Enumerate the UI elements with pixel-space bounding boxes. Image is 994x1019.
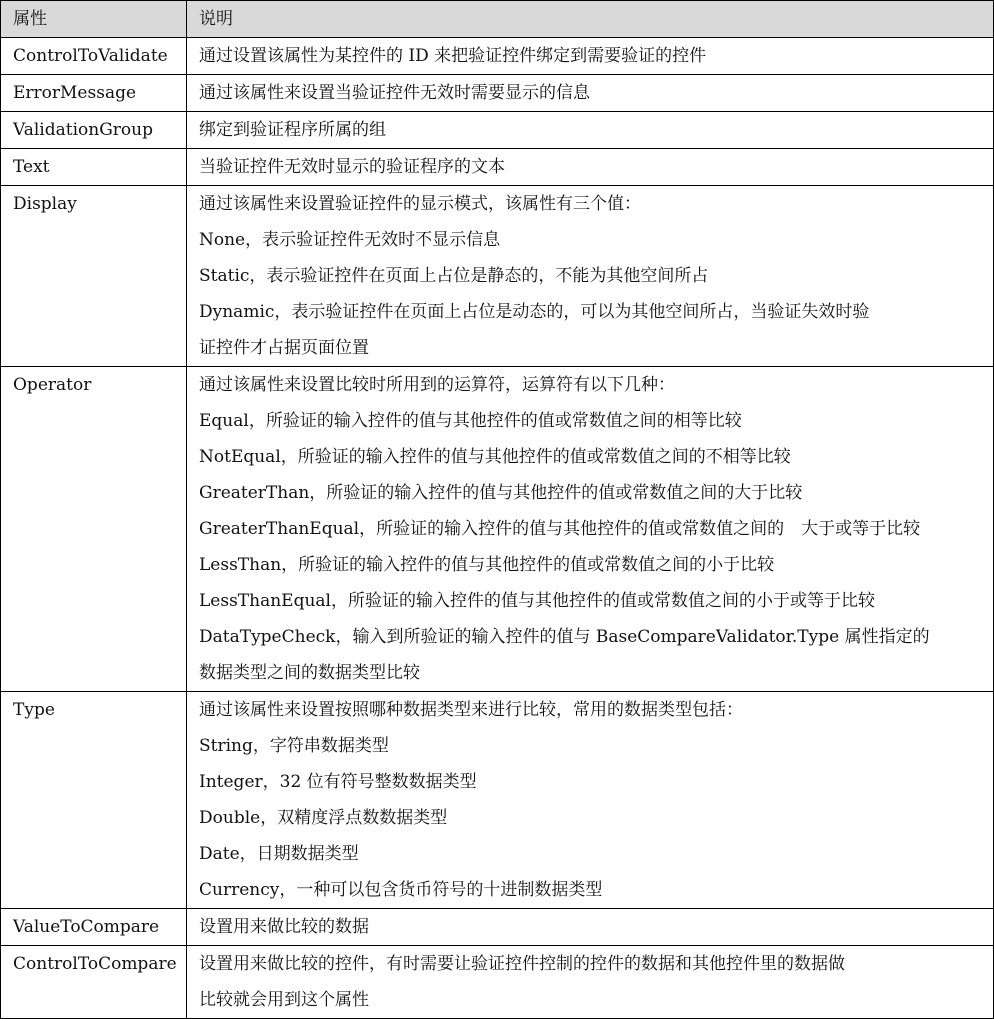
header-property: 属性 — [1, 1, 187, 38]
property-description — [187, 367, 994, 692]
table-row — [1, 186, 994, 367]
table-row — [1, 909, 994, 946]
description-line: 证控件才占据页面位置 — [199, 338, 369, 358]
property-name: ControlToValidate — [1, 38, 187, 75]
property-description — [187, 186, 994, 367]
table-row — [1, 38, 994, 75]
description-line: LessThan，所验证的输入控件的值与其他控件的值或常数值之间的小于比较 — [199, 555, 775, 575]
description-line: 设置用来做比较的数据 — [199, 917, 369, 937]
description-line: LessThanEqual，所验证的输入控件的值与其他控件的值或常数值之间的小于或等于比较 — [199, 591, 875, 611]
property-name: ValueToCompare — [1, 909, 187, 946]
property-description — [187, 909, 994, 946]
property-name: ControlToCompare — [1, 946, 187, 1019]
property-name: Type — [1, 692, 187, 909]
description-line: 通过该属性来设置验证控件的显示模式，该属性有三个值： — [199, 194, 641, 214]
description-line: NotEqual，所验证的输入控件的值与其他控件的值或常数值之间的不相等比较 — [199, 447, 791, 467]
table-row — [1, 149, 994, 186]
table-row — [1, 112, 994, 149]
table-body — [1, 38, 994, 1019]
description-line: 通过该属性来设置按照哪种数据类型来进行比较，常用的数据类型包括： — [199, 700, 743, 720]
description-line: Equal，所验证的输入控件的值与其他控件的值或常数值之间的相等比较 — [199, 411, 742, 431]
property-description — [187, 149, 994, 186]
property-description — [187, 38, 994, 75]
table-row — [1, 946, 994, 1019]
description-line: None，表示验证控件无效时不显示信息 — [199, 230, 501, 250]
property-name: Display — [1, 186, 187, 367]
description-line: String，字符串数据类型 — [199, 736, 389, 756]
table-row — [1, 692, 994, 909]
description-line: GreaterThan，所验证的输入控件的值与其他控件的值或常数值之间的大于比较 — [199, 483, 803, 503]
description-line: Static，表示验证控件在页面上占位是静态的，不能为其他空间所占 — [199, 266, 709, 286]
property-description — [187, 692, 994, 909]
description-line: Dynamic，表示验证控件在页面上占位是动态的，可以为其他空间所占，当验证失效时验 — [199, 302, 870, 322]
description-line: 设置用来做比较的控件，有时需要让验证控件控制的控件的数据和其他控件里的数据做 — [199, 954, 845, 974]
description-line: Date，日期数据类型 — [199, 844, 359, 864]
property-description — [187, 75, 994, 112]
description-line: GreaterThanEqual，所验证的输入控件的值与其他控件的值或常数值之间的 大于或等于比较 — [199, 519, 921, 539]
description-line: DataTypeCheck，输入到所验证的输入控件的值与 BaseCompareValidator.Type 属性指定的 — [199, 627, 930, 647]
property-name: ValidationGroup — [1, 112, 187, 149]
property-name: Text — [1, 149, 187, 186]
description-line: Integer，32 位有符号整数数据类型 — [199, 772, 477, 792]
description-line: 当验证控件无效时显示的验证程序的文本 — [199, 157, 505, 177]
property-name: Operator — [1, 367, 187, 692]
description-line: 比较就会用到这个属性 — [199, 990, 369, 1010]
description-line: 通过设置该属性为某控件的 ID 来把验证控件绑定到需要验证的控件 — [199, 46, 707, 66]
table-row — [1, 75, 994, 112]
description-line: 数据类型之间的数据类型比较 — [199, 663, 420, 683]
description-line: 绑定到验证程序所属的组 — [199, 120, 386, 140]
table-row — [1, 367, 994, 692]
property-description — [187, 112, 994, 149]
description-line: 通过该属性来设置比较时所用到的运算符，运算符有以下几种： — [199, 375, 675, 395]
property-name: ErrorMessage — [1, 75, 187, 112]
header-description: 说明 — [187, 1, 994, 38]
description-line: 通过该属性来设置当验证控件无效时需要显示的信息 — [199, 83, 590, 103]
property-description — [187, 946, 994, 1019]
table-header-row — [1, 1, 994, 38]
description-line: Currency，一种可以包含货币符号的十进制数据类型 — [199, 880, 603, 900]
description-line: Double，双精度浮点数数据类型 — [199, 808, 448, 828]
